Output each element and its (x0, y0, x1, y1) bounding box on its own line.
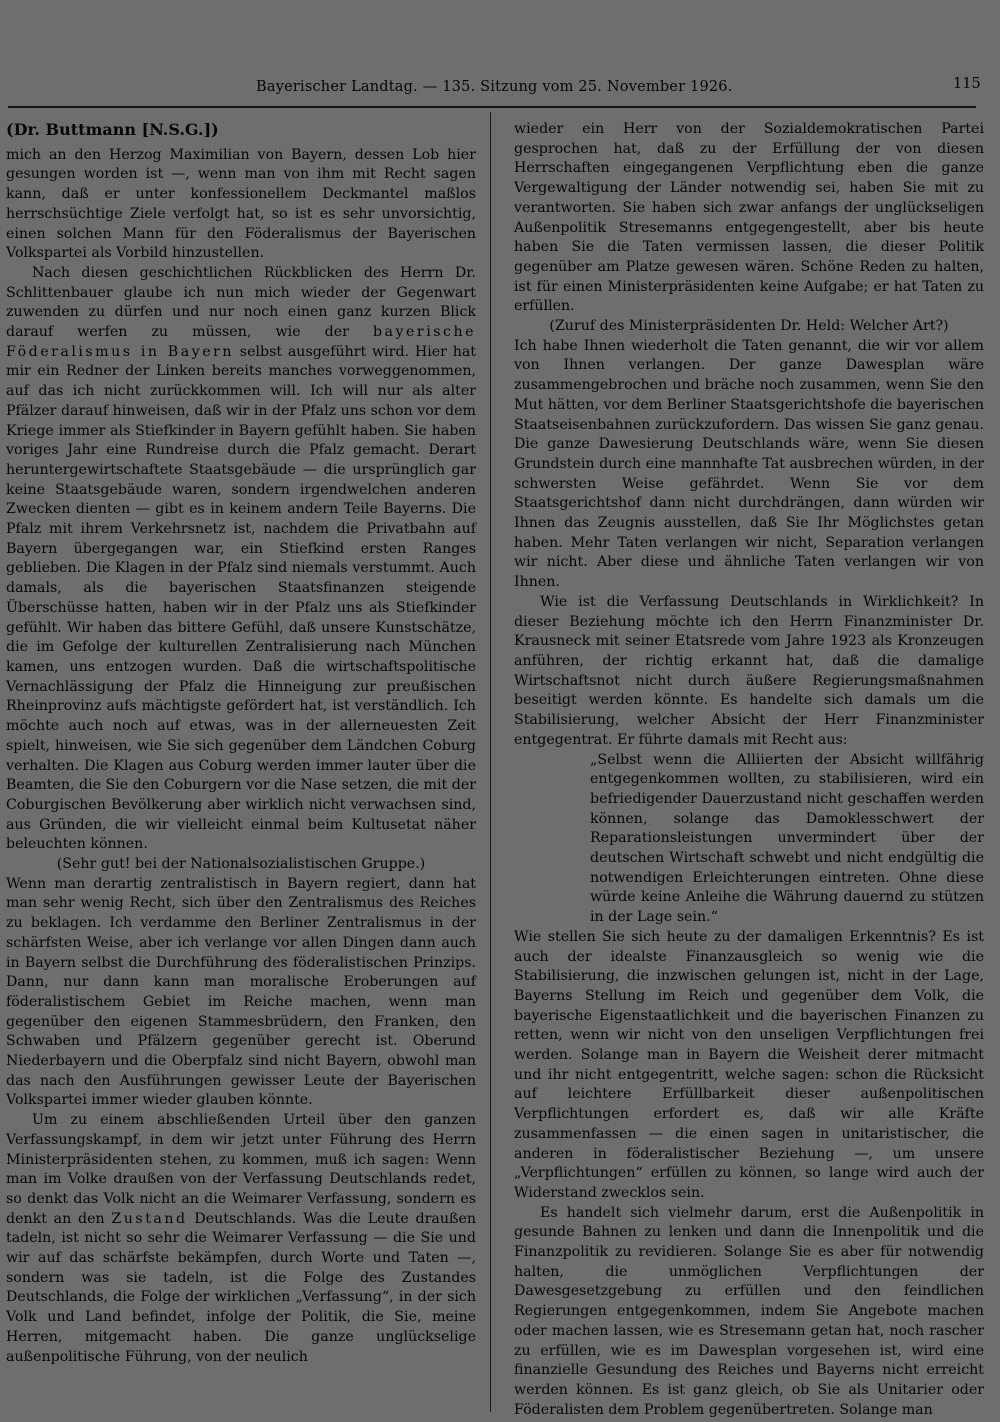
speaker-label: (Dr. Buttmann [N.S.G.]) (6, 120, 219, 139)
interjection: (Sehr gut! bei der Nationalsozialistischen Gruppe.) (56, 856, 426, 873)
paragraph: Ich habe Ihnen wiederholt die Taten genannt, die wir vor allem von Ihnen verlangen. Der ganze Dawesplan wäre zusammengebrochen und bräche noch zusammen, wenn Sie den Mut hätten, vor dem Berliner Staatsgerichtshofe die bayerischen Staatseisenbahnen zurückzufordern. Das wissen Sie ganz genau. Die ganze Dawesierung Deutschlands wäre, wenn Sie diesen Grundstein durch eine mannhafte Tat ausbrechen würden, in der schwersten Weise gefährdet. Wenn Sie vor dem Staatsgerichtshof dann nicht durchdrängen, dann würden wir Ihnen das Zeugnis ausstellen, daß Sie Ihr Möglichstes getan haben. Mehr Taten verlangen wir nicht, Separation verlangen wir nicht. Aber diese und ähnliche Taten verlangen wir von Ihnen. (514, 337, 984, 591)
emphasis-spaced: Zustand (111, 1210, 188, 1227)
paragraph: Wie stellen Sie sich heute zu der damaligen Erkenntnis? Es ist auch der idealste Finanzausgleich so wenig wie die Stabilisierung, die inzwischen gelungen ist, nicht in der Lage, Bayerns Stellung im Reich und gegenüber dem Volk, die bayerische Eigenstaatlichkeit und die bayerischen Finanzen zu retten, wenn wir nicht von den unseligen Verpflichtungen frei werden. Solange man in Bayern die Weisheit derer mitmacht und ihr nicht entgegentritt, welche sagen: schon die Rücksicht auf leichtere Erfüllbarkeit dieser außenpolitischen Verpflichtungen erfordert es, daß wir alle Kräfte zusammenfassen — die einen sagen in unitaristischer, die anderen in föderalistischer Beziehung —, um unsere „Verpflichtungen“ erfüllen zu können, so lange wird auch der Widerstand zwecklos sein. (514, 928, 984, 1201)
text-run: Deutschlands. Was die Leute draußen tadeln, ist nicht so sehr die Weimarer Verfassung — die Sie und wir auf das schärfste bekämpfen, durch Worte und Taten —, sondern was sie tadeln, ist die Folge des Zustandes Deutschlands, die Folge der wirklichen „Verfassung“, in der sich Volk und Land befindet, infolge der Politik, die Sie, meine Herren, mitgemacht haben. Die ganze unglückselige außenpolitische Führung, von der neulich (6, 1210, 477, 1365)
header-rule (8, 106, 976, 108)
emphasis-spaced: bayerische Föderalismus in Bayern (6, 324, 476, 360)
paragraph (6, 264, 476, 855)
left-column (6, 120, 476, 1420)
page-header (8, 76, 981, 102)
right-column (514, 120, 984, 1420)
paragraph (6, 1111, 476, 1367)
text-run: selbst ausgeführt wird. Hier hat mir ein Redner der Linken bereits manches vorweggenommen, auf das ich nicht zurückkommen will. Ich will nur als alter Pfälzer darauf hinweisen, daß wir in der Pfalz uns schon vor dem Kriege immer als Stiefkinder in Bayern gefühlt haben. Sie haben voriges Jahr eine Rundreise durch die Pfalz gemacht. Derart heruntergewirtschaftete Staatsgebäude — die ursprünglich gar keine Staatsgebäude waren, sondern irgendwelchen anderen Zwecken dienten — gibt es in keinem andern Teile Bayerns. Die Pfalz mit ihrem Verkehrsnetz ist, nachdem die Privatbahn auf Bayern übergegangen war, ein Stiefkind ersten Ranges geblieben. Die Klagen in der Pfalz sind niemals verstummt. Auch damals, als die bayerischen Staatsfinanzen steigende Überschüsse hatten, haben wir in der Pfalz uns als Stiefkinder gefühlt. Wir haben das bittere Gefühl, daß unsere Kunstschätze, die im Gefolge der kulturellen Zentralisierung nach München kamen, uns entzogen wurden. Daß die wirtschaftspolitische Vernachlässigung der Pfalz die Hinneigung zur preußischen Rheinprovinz aufs mächtigste gefördert hat, ist verständlich. Ich möchte auch noch auf etwas, was in der allerneuesten Zeit spielt, hinweisen, wie Sie sich gegenüber dem Ländchen Coburg verhalten. Die Klagen aus Coburg werden immer lauter über die Beamten, die Sie den Coburgern vor die Nase setzen, die mit der Coburgischen Bevölkerung aber wirklich nicht verwachsen sind, aus Gründen, die wir vielleicht einmal beim Kultusetat näher beleuchten können. (6, 343, 476, 853)
paragraph: Es handelt sich vielmehr darum, erst die Außenpolitik in gesunde Bahnen zu lenken und dann die Innenpolitik und die Finanzpolitik zu revidieren. Solange Sie es aber für notwendig halten, die unmöglichen Verpflichtungen der Dawesgesetzgebung zu erfüllen und den feindlichen Regierungen entgegenkommen, indem Sie Angebote machen oder machen lassen, wie es Stresemann getan hat, noch rascher zu erfüllen, wie es im Dawesplan vorgesehen ist, wird eine finanzielle Gesundung des Reiches und Bayerns nicht erreicht werden können. Es ist ganz gleich, ob Sie als Unitarier oder Föderalisten dem Problem gegenübertreten. Solange man (514, 1204, 984, 1418)
running-title: Bayerischer Landtag. — 135. Sitzung vom 25. November 1926. (256, 79, 733, 95)
column-divider (490, 112, 491, 1412)
paragraph: wieder ein Herr von der Sozialdemokratischen Partei gesprochen hat, daß zu der Erfüllung der von diesen Herrschaften eingegangenen Verpflichtung eben die ganze Vergewaltigung der Länder notwendig sei, haben Sie mit zu verantworten. Sie haben sich zwar anfangs der unglückseligen Außenpolitik Stresemanns entgegengestellt, aber bis heute haben Sie die Taten vermissen lassen, die dieser Politik gegenüber am Platze gewesen wären. Schöne Reden zu halten, ist für einen Ministerpräsidenten keine Aufgabe; er hat Taten zu erfüllen. (514, 121, 984, 315)
page-number: 115 (953, 76, 981, 92)
interjection: (Zuruf des Ministerpräsidenten Dr. Held: Welcher Art?) (549, 318, 949, 335)
text-run: Um zu einem abschließenden Urteil über den ganzen Verfassungskampf, in dem wir jetzt unter Führung des Herrn Ministerpräsidenten stehen, zu kommen, muß ich sagen: Wenn man im Volke draußen von der Verfassung Deutschlands redet, so denkt das Volk nicht an die Weimarer Verfassung, sondern es denkt an den (6, 1112, 476, 1227)
block-quote: „Selbst wenn die Alliierten der Absicht willfährig entgegenkommen wollten, zu stabilisieren, wird ein befriedigender Dauerzustand nicht geschaffen werden können, solange das Damoklesschwert der Reparationsleistungen unvermindert über der deutschen Wirtschaft schwebt und nicht endgültig die notwendigen Erleichterungen eintreten. Ohne diese würde keine Anleihe die Währung dauernd zu stützen in der Lage sein.“ (590, 751, 984, 926)
paragraph: mich an den Herzog Maximilian von Bayern, dessen Lob hier gesungen worden ist —, wenn man von ihm mit Recht sagen kann, daß er unter konfessionellem Deckmantel maßlos herrschsüchtige Ziele verfolgt hat, so ist es sehr unvorsichtig, einen solchen Mann für den Föderalismus der Bayerischen Volkspartei als Vorbild hinzustellen. (6, 146, 476, 262)
paragraph: Wenn man derartig zentralistisch in Bayern regiert, dann hat man sehr wenig Recht, sich über den Zentralismus des Reiches zu beklagen. Ich verdamme den Berliner Zentralismus in der schärfsten Weise, aber ich verlange vor allen Dingen dann auch in Bayern selbst die Durchführung des föderalistischen Prinzips. Dann, nur dann kann man moralische Eroberungen auf föderalistischem Gebiet im Reiche machen, wenn man gegenüber den eigenen Stammesbrüdern, den Franken, den Schwaben und Pfälzern gegenüber gerecht ist. Oberund Niederbayern und die Oberpfalz sind nicht Bayern, obwohl man das nach den Ausführungen gewisser Leute der Bayerischen Volkspartei immer wieder glauben könnte. (6, 875, 476, 1109)
text-run: Nach diesen geschichtlichen Rückblicken des Herrn Dr. Schlittenbauer glaube ich nun mich wieder der Gegenwart zuwenden zu dürfen und nur noch einen ganz kurzen Blick darauf werfen zu müssen, wie der (6, 264, 476, 341)
paragraph: Wie ist die Verfassung Deutschlands in Wirklichkeit? In dieser Beziehung möchte ich den Herrn Finanzminister Dr. Krausneck mit seiner Etatsrede vom Jahre 1923 als Kronzeugen anführen, der richtig erkannt hat, daß die damalige Wirtschaftsnot nicht durch äußere Regierungsmaßnahmen beseitigt werden könnte. Es handelte sich damals um die Stabilisierung, welcher Absicht der Herr Finanzminister entgegentrat. Er führte damals mit Recht aus: (514, 593, 984, 748)
